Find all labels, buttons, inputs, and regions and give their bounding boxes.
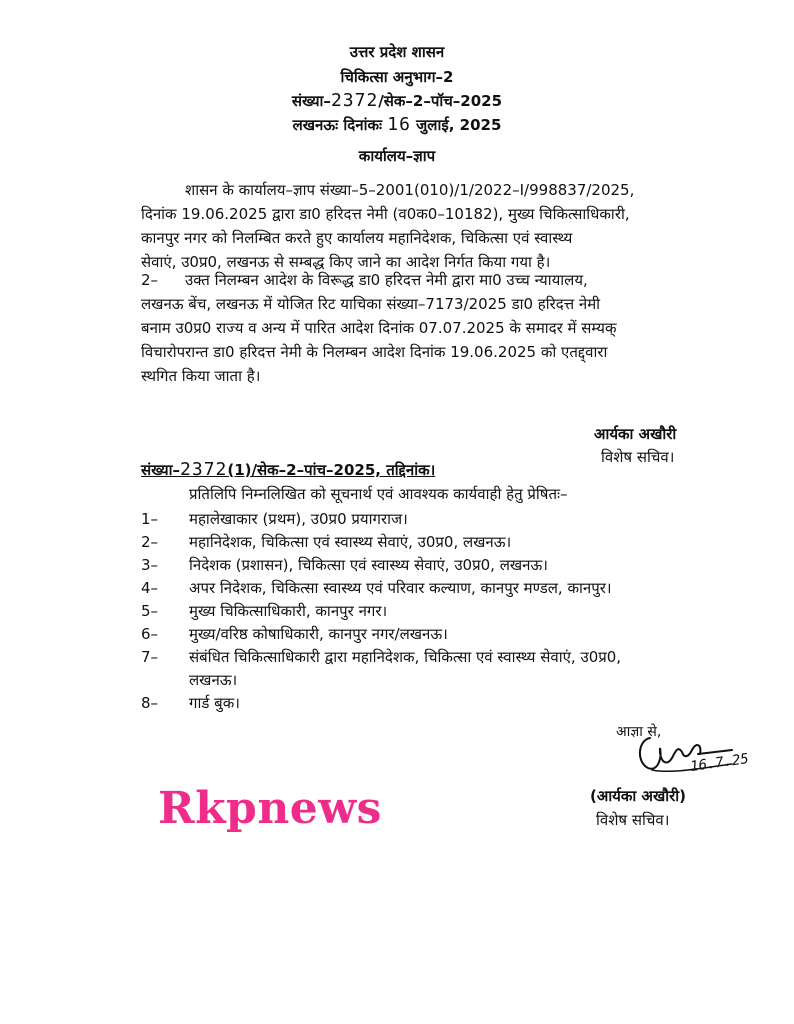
list-item-number: 3– <box>141 556 159 574</box>
list-item-text: महालेखाकार (प्रथम), उ0प्र0 प्रयागराज। <box>189 510 408 528</box>
govt-heading: उत्तर प्रदेश शासन <box>349 43 445 61</box>
order-date <box>0 114 794 135</box>
list-item <box>141 692 761 715</box>
section-heading: चिकित्सा अनुभाग–2 <box>340 68 454 86</box>
list-item-number: 7– <box>141 648 159 666</box>
copy-ref-handwritten: 2372 <box>180 459 228 480</box>
paragraph-number: 2– <box>141 271 159 289</box>
order-date-handwritten: 16 <box>387 114 411 135</box>
list-item-number: 4– <box>141 579 159 597</box>
paragraph-line: सेवाएं, उ0प्र0, लखनऊ से सम्बद्ध किए जाने का आदेश निर्गत किया गया है। <box>141 253 551 271</box>
paragraph-2 <box>141 268 759 388</box>
order-number-prefix: संख्या– <box>291 92 331 110</box>
copy-intro: प्रतिलिपि निम्नलिखित को सूचनार्थ एवं आवश्यक कार्यवाही हेतु प्रेषितः– <box>189 485 568 503</box>
list-item-text: लखनऊ। <box>189 671 238 689</box>
list-item <box>141 554 761 577</box>
paragraph-1 <box>141 178 759 274</box>
paragraph-line: लखनऊ बेंच, लखनऊ में योजित रिट याचिका संख्या–7173/2025 डा0 हरिदत्त नेमी <box>141 295 601 313</box>
list-item-text: निदेशक (प्रशासन), चिकित्सा एवं स्वास्थ्य सेवाएं, उ0प्र0, लखनऊ। <box>189 556 548 574</box>
list-item <box>141 531 761 554</box>
list-item <box>141 669 761 692</box>
copy-reference-number <box>141 459 435 480</box>
order-number-handwritten: 2372 <box>330 90 379 111</box>
order-date-prefix: लखनऊः दिनांकः <box>292 116 383 134</box>
signature-date: 16.7.25 <box>689 750 750 776</box>
order-number <box>0 90 794 111</box>
list-item-number: 8– <box>141 694 159 712</box>
copy-ref-prefix: संख्या– <box>141 461 181 479</box>
list-item-number: 6– <box>141 625 159 643</box>
list-item <box>141 508 761 531</box>
signatory-name: आर्यका अखौरी <box>594 425 677 443</box>
signatory-name-2: (आर्यका अखौरी) <box>590 787 687 805</box>
list-item-number: 2– <box>141 533 159 551</box>
list-item <box>141 600 761 623</box>
paragraph-line: कानपुर नगर को निलम्बित करते हुए कार्यालय महानिदेशक, चिकित्सा एवं स्वास्थ्य <box>141 229 573 247</box>
order-date-suffix: जुलाई, 2025 <box>416 116 502 134</box>
list-item-number: 1– <box>141 510 159 528</box>
paragraph-line: स्थगित किया जाता है। <box>141 367 261 385</box>
list-item-text: मुख्य चिकित्साधिकारी, कानपुर नगर। <box>189 602 388 620</box>
paragraph-line: बनाम उ0प्र0 राज्य व अन्य में पारित आदेश दिनांक 07.07.2025 के समादर में सम्यक् <box>141 319 617 337</box>
distribution-list <box>141 508 761 715</box>
document-title: कार्यालय–ज्ञाप <box>358 147 436 165</box>
list-item-text: गार्ड बुक। <box>189 694 240 712</box>
copy-ref-suffix: (1)/सेक–2–पांच–2025, तद्दिनांक। <box>227 461 436 479</box>
list-item-text: संबंधित चिकित्साधिकारी द्वारा महानिदेशक, चिकित्सा एवं स्वास्थ्य सेवाएं, उ0प्र0, <box>189 648 622 666</box>
by-order-text: आज्ञा से, <box>616 724 662 740</box>
list-item <box>141 577 761 600</box>
list-item-number: 5– <box>141 602 159 620</box>
signatory-designation: विशेष सचिव। <box>601 448 675 466</box>
list-item <box>141 623 761 646</box>
order-number-suffix: /सेक–2–पॉच–2025 <box>378 92 503 110</box>
brand-watermark: Rkpnews <box>158 783 382 834</box>
paragraph-line: विचारोपरान्त डा0 हरिदत्त नेमी के निलम्बन आदेश दिनांक 19.06.2025 को एतद्द्वारा <box>141 343 608 361</box>
list-item-text: मुख्य/वरिष्ठ कोषाधिकारी, कानपुर नगर/लखनऊ। <box>189 625 448 643</box>
list-item-text: महानिदेशक, चिकित्सा एवं स्वास्थ्य सेवाएं, उ0प्र0, लखनऊ। <box>189 533 512 551</box>
list-item-text: अपर निदेशक, चिकित्सा स्वास्थ्य एवं परिवार कल्याण, कानपुर मण्डल, कानपुर। <box>189 579 612 597</box>
paragraph-line: 2– उक्त निलम्बन आदेश के विरूद्ध डा0 हरिदत्त नेमी द्वारा मा0 उच्च न्यायालय, <box>141 268 759 292</box>
paragraph-line: शासन के कार्यालय–ज्ञाप संख्या–5–2001(010)/1/2022–I/998837/2025, <box>185 181 635 199</box>
paragraph-line: दिनांक 19.06.2025 द्वारा डा0 हरिदत्त नेमी (व0क0–10182), मुख्य चिकित्साधिकारी, <box>141 205 630 223</box>
signatory-designation-2: विशेष सचिव। <box>596 811 670 829</box>
list-item <box>141 646 761 669</box>
